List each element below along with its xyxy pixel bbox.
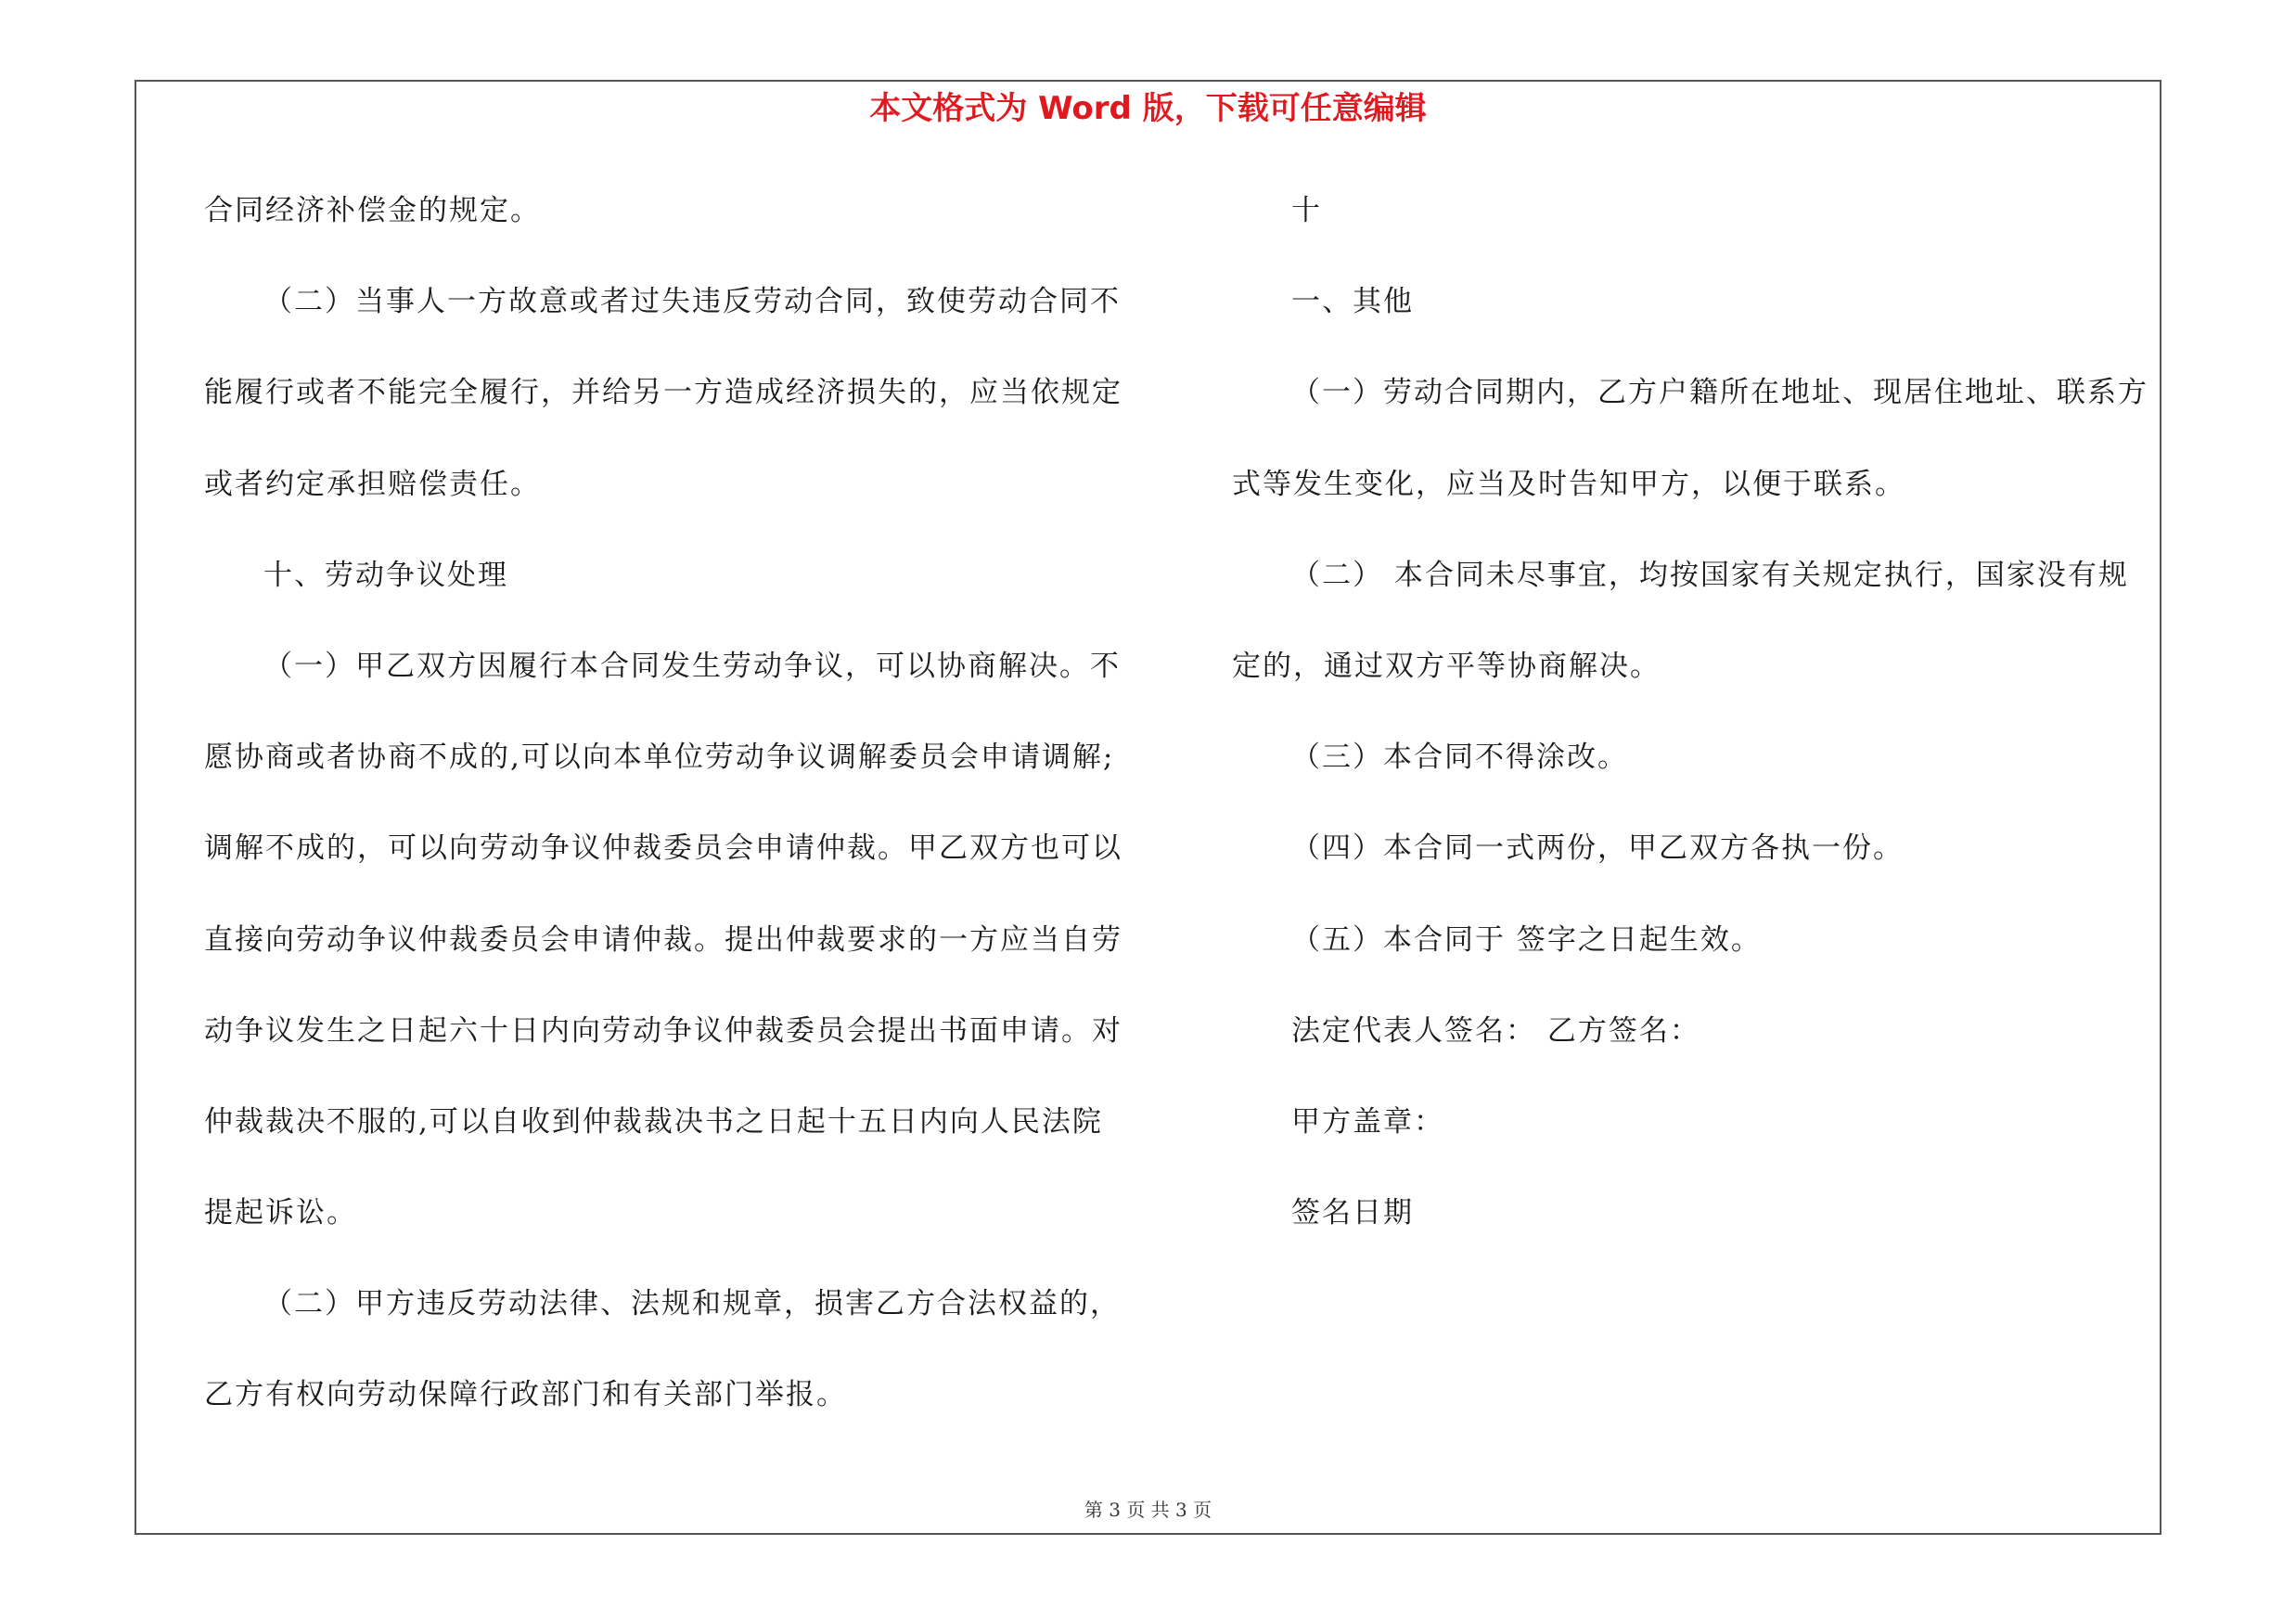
paragraph-line: （二）甲方违反劳动法律、法规和规章，损害乙方合法权益的， [263,1287,1121,1321]
paragraph-line: （一）劳动合同期内，乙方户籍所在地址、现居住地址、联系方 [1291,376,2148,410]
left-text-column [204,183,1141,1459]
paragraph-line: 甲方盖章： [1291,1104,1444,1139]
paragraph-line: 能履行或者不能完全履行，并给另一方造成经济损失的，应当依规定 [204,376,1122,410]
paragraph-line: （三）本合同不得涂改。 [1291,741,1628,775]
paragraph-line: 乙方有权向劳动保障行政部门和有关部门举报。 [204,1378,847,1412]
paragraph-line: 愿协商或者协商不成的,可以向本单位劳动争议调解委员会申请调解; [204,741,1115,775]
paragraph-line: 调解不成的，可以向劳动争议仲裁委员会申请仲裁。甲乙双方也可以 [204,831,1122,866]
paragraph-line: （四）本合同一式两份，甲乙双方各执一份。 [1291,831,1904,866]
paragraph-line: 直接向劳动争议仲裁委员会申请仲裁。提出仲裁要求的一方应当自劳 [204,922,1122,957]
paragraph-line: （一）甲乙双方因履行本合同发生劳动争议，可以协商解决。不 [263,649,1121,683]
paragraph-line: 或者约定承担赔偿责任。 [204,467,541,501]
paragraph-line: 动争议发生之日起六十日内向劳动争议仲裁委员会提出书面申请。对 [204,1013,1122,1048]
paragraph-line: 法定代表人签名： 乙方签名： [1291,1013,1700,1048]
paragraph-line: 签名日期 [1291,1196,1414,1230]
word-format-banner: 本文格式为 Word 版，下载可任意编辑 [869,90,1427,127]
paragraph-line: 定的，通过双方平等协商解决。 [1232,649,1661,683]
right-text-column [1232,183,2152,1276]
paragraph-line: 一、其他 [1291,285,1414,319]
paragraph-line: （五）本合同于 签字之日起生效。 [1291,922,1762,957]
paragraph-line: （二）当事人一方故意或者过失违反劳动合同，致使劳动合同不 [263,285,1121,319]
paragraph-line: 提起诉讼。 [204,1196,357,1230]
paragraph-line: 十 [1291,194,1322,227]
paragraph-line: 式等发生变化，应当及时告知甲方，以便于联系。 [1232,467,1905,501]
paragraph-line: （二） 本合同未尽事宜，均按国家有关规定执行，国家没有规 [1291,558,2129,592]
paragraph-line: 仲裁裁决不服的,可以自收到仲裁裁决书之日起十五日内向人民法院 [204,1104,1103,1139]
paragraph-line: 十、劳动争议处理 [263,558,508,592]
page-number-footer: 第 3 页 共 3 页 [1084,1499,1212,1521]
paragraph-line: 合同经济补偿金的规定。 [204,194,541,227]
